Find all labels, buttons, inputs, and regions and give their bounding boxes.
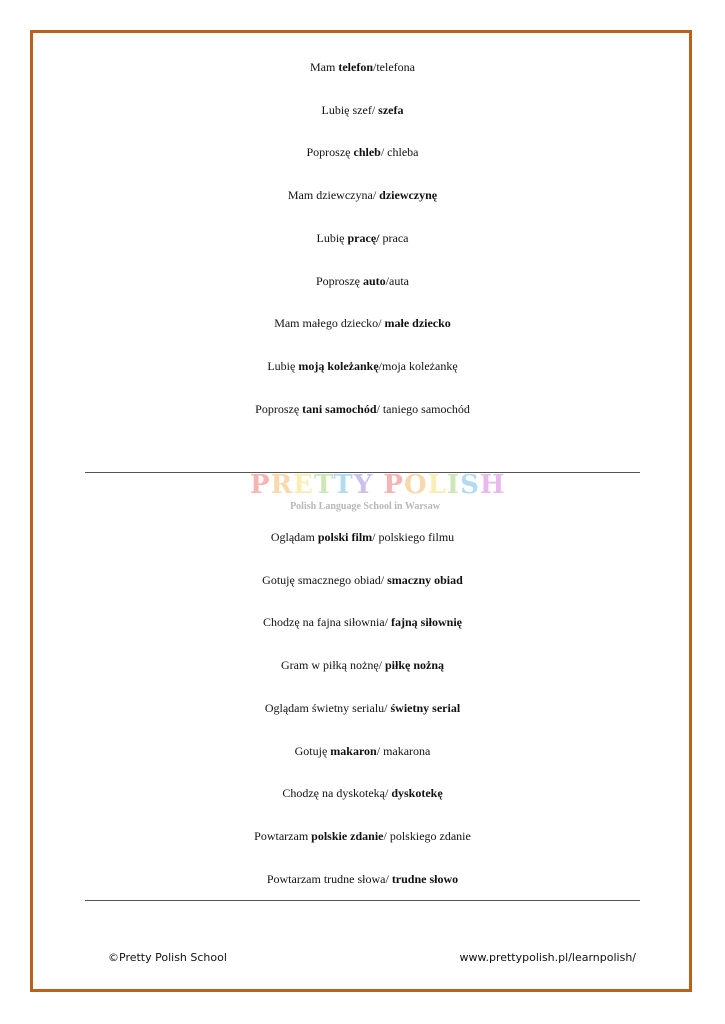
logo-letter: P <box>250 470 271 500</box>
sentence-text: Lubię <box>316 230 348 245</box>
sentence-answer: chleb <box>353 145 381 160</box>
sentence-line <box>263 615 462 630</box>
sentence-line <box>317 231 409 246</box>
sentence-text: Poproszę <box>306 145 354 160</box>
sentence-text: Mam <box>310 60 339 74</box>
sentence-line <box>267 872 458 887</box>
sentence-answer: piłkę nożną <box>384 658 444 673</box>
sentence-line <box>274 316 451 331</box>
sentence-text: /auta <box>385 273 409 288</box>
sentence-answer: świetny serial <box>390 700 461 715</box>
divider-bottom <box>85 900 640 901</box>
sentence-line <box>282 786 442 801</box>
sentence-answer: małe dziecko <box>384 316 451 331</box>
sentence-answer: dziewczynę <box>379 188 438 203</box>
logo-letter <box>373 470 383 500</box>
sentence-answer: telefon <box>338 60 374 74</box>
sentence-text: Lubię <box>267 358 299 373</box>
logo-letter: E <box>293 470 314 500</box>
sentence-line <box>295 744 431 759</box>
sentence-text: Oglądam świetny serialu/ <box>264 700 391 715</box>
footer-copyright: ©Pretty Polish School <box>108 951 227 964</box>
logo-title <box>250 470 506 500</box>
sentence-text: / makarona <box>376 743 431 758</box>
sentence-text: / polskiego zdanie <box>383 828 471 843</box>
sentence-line <box>288 188 437 203</box>
sentence-text: /telefona <box>373 60 415 74</box>
sentence-text: Mam dziewczyna/ <box>287 188 380 203</box>
sentence-text: Gotuję <box>294 743 331 758</box>
sentence-line <box>265 701 460 716</box>
sentence-text: Lubię szef/ <box>321 102 379 117</box>
sentence-line <box>316 274 409 289</box>
sentence-text: / chleba <box>380 145 419 160</box>
logo-letter: T <box>333 470 354 500</box>
logo-letter: L <box>427 470 447 500</box>
sentence-line <box>310 60 415 75</box>
sentence-answer: pracę/ <box>347 230 380 245</box>
logo-letter: H <box>479 470 506 500</box>
sentence-text: / polskiego filmu <box>372 530 455 544</box>
sentence-answer: makaron <box>330 743 377 758</box>
logo-letter: S <box>460 470 480 500</box>
sentence-line <box>254 829 471 844</box>
logo-letter: O <box>403 470 428 500</box>
logo-letter: I <box>446 470 461 500</box>
sentence-answer: tani samochód <box>302 401 377 416</box>
sentence-answer: smaczny obiad <box>387 572 463 587</box>
sentence-text: Oglądam <box>270 530 318 544</box>
sentence-line <box>322 103 404 118</box>
footer-url[interactable]: www.prettypolish.pl/learnpolish/ <box>459 951 636 964</box>
sentence-text: Powtarzam <box>254 828 312 843</box>
sentence-text: Gotuję smacznego obiad/ <box>262 572 388 587</box>
sentence-line <box>307 145 419 160</box>
sentence-text: praca <box>379 230 409 245</box>
sentence-line <box>281 658 444 673</box>
sentence-line <box>271 530 454 545</box>
sentence-line <box>255 402 470 417</box>
sentence-answer: polski film <box>317 530 373 544</box>
sentence-text: Chodzę na fajna siłownia/ <box>263 615 391 630</box>
sentence-text: Poproszę <box>255 401 303 416</box>
sentence-answer: moją koleżankę <box>298 358 379 373</box>
sentence-text: Poproszę <box>316 273 363 288</box>
sentence-text: Powtarzam trudne słowa/ <box>266 871 392 886</box>
logo-letter: P <box>383 470 404 500</box>
sentence-text: /moja koleżankę <box>378 358 458 373</box>
sentence-answer: trudne słowo <box>391 871 459 886</box>
sentence-line <box>262 573 463 588</box>
logo-letter: R <box>270 470 294 500</box>
sentence-answer: dyskotekę <box>391 786 443 801</box>
logo-letter: T <box>314 470 334 500</box>
sentence-answer: szefa <box>378 102 404 117</box>
sentence-text: Gram w piłką nożnę/ <box>281 658 385 673</box>
pretty-polish-watermark-logo <box>250 470 506 512</box>
sentence-answer: fajną siłownię <box>390 615 462 630</box>
sentence-text: Chodzę na dyskoteką/ <box>282 786 392 801</box>
sentence-answer: polskie zdanie <box>311 828 384 843</box>
sentence-text: / taniego samochód <box>376 401 470 416</box>
sentence-line <box>267 359 457 374</box>
logo-subtitle: Polish Language School in Warsaw <box>290 501 440 512</box>
sentence-text: Mam małego dziecko/ <box>274 316 385 331</box>
sentence-answer: auto <box>363 273 386 288</box>
logo-letter: Y <box>353 470 374 500</box>
